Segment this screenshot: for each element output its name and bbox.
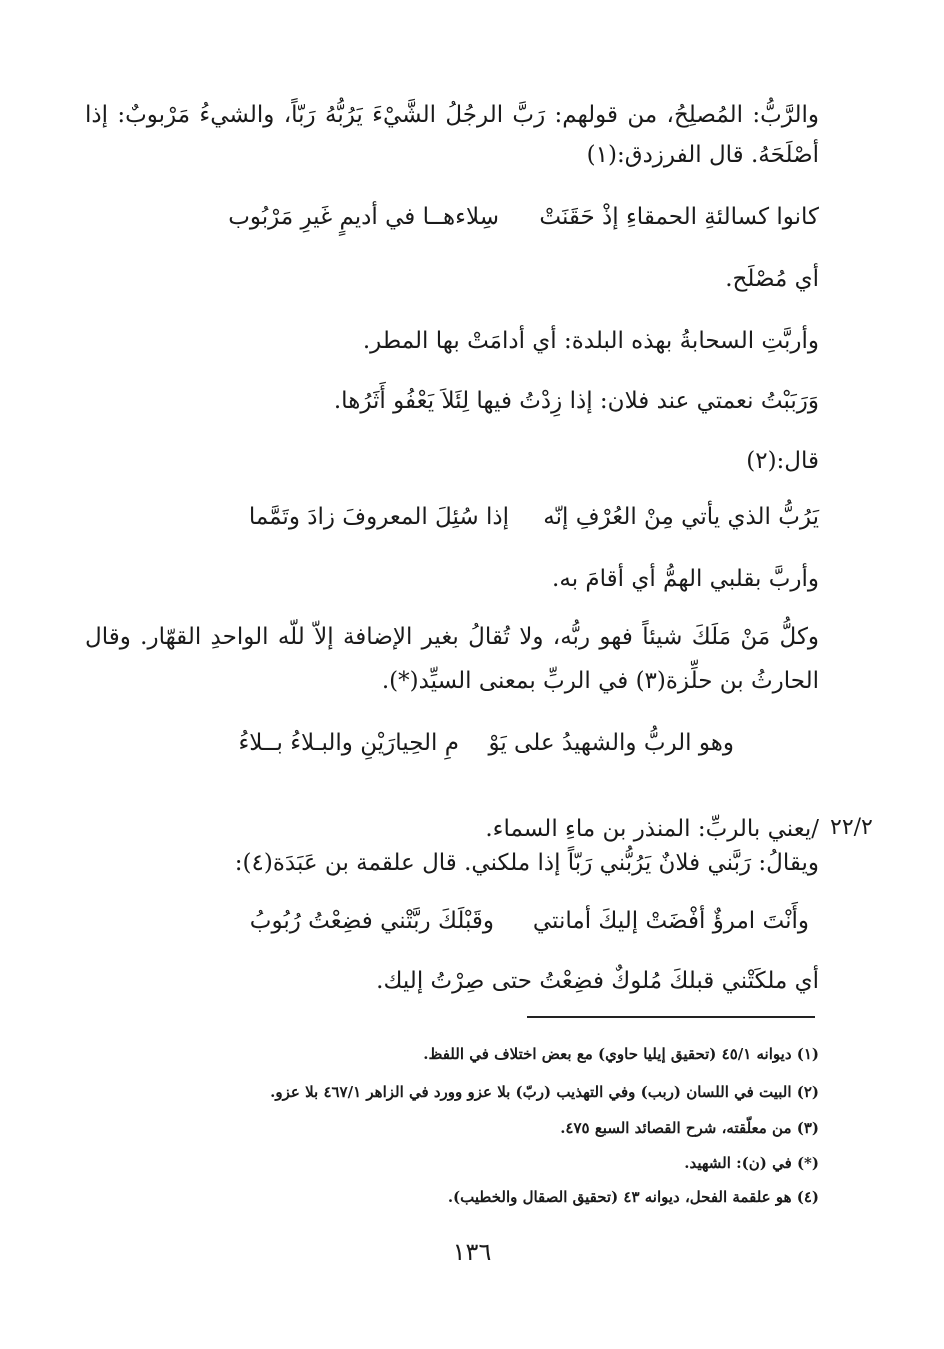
paragraph-line: أي ملكَتْني قبلكَ مُلوكٌ فضِعْتُ حتى صِرْتُ إليك. xyxy=(376,968,819,994)
verse-hemistich-left: مِ الحِيارَيْنِ والبـلاءُ بــلاءُ xyxy=(238,730,459,756)
verse-hemistich-right: وهو الربُّ والشهيدُ على يَوْ xyxy=(488,730,734,756)
paragraph-line: وأربَّ بقلبي الهمُّ أي أقامَ به. xyxy=(552,566,819,592)
verse-hemistich-right: يَرُبُّ الذي يأتي مِنْ العُرْفِ إنّه xyxy=(543,504,819,530)
marginal-reference: ٢٢/٢ xyxy=(830,815,873,840)
verse-hemistich-right: كانوا كسالئةِ الحمقاءِ إذْ حَقَنَتْ xyxy=(539,204,819,230)
paragraph-line: قال:(٢) xyxy=(746,448,819,474)
paragraph-line: وأربَّتِ السحابةُ بهذه البلدة: أي أدامَتْ بها المطر. xyxy=(362,328,819,354)
footnote: (٣) من معلّقته، شرح القصائد السبع ٤٧٥. xyxy=(560,1119,819,1137)
verse-hemistich-left: وقَبْلَكَ ربَّتْني فضِعْتُ رُبُوبُ xyxy=(249,908,494,934)
page-number: ١٣٦ xyxy=(452,1238,492,1266)
footnote: (١) ديوانه ٤٥/١ (تحقيق إيليا حاوي) مع بعض اختلاف في اللفظ. xyxy=(423,1045,819,1063)
paragraph-line: أي مُصْلَح. xyxy=(725,266,819,292)
footnote: (٢) البيت في اللسان (ربب) وفي التهذيب (ربّ) بلا عزو وورد في الزاهر ٤٦٧/١ بلا عزو. xyxy=(270,1083,819,1101)
verse-hemistich-right: وأَنْتَ امرؤٌ أفْضَتْ إليكَ أمانتي xyxy=(532,908,809,934)
paragraph-line: الحارثُ بن حلِّزة(٣) في الربِّ بمعنى السيِّد(*). xyxy=(381,668,819,694)
paragraph-line: وَرَبَبْتُ نعمتي عند فلان: إذا زِدْتُ فيها لِئَلاَ يَعْفُو أَثَرُها. xyxy=(333,388,819,414)
paragraph-line: /يعني بالربِّ: المنذر بن ماءِ السماء. xyxy=(485,816,819,842)
footnote: (*) في (ن): الشهيد. xyxy=(684,1154,819,1172)
footnote: (٤) هو علقمة الفحل، ديوانه ٤٣ (تحقيق الصقال والخطيب). xyxy=(447,1188,819,1206)
verse-hemistich-left: إذا سُئِلَ المعروفَ زادَ وتَمَّما xyxy=(248,504,509,530)
paragraph-line: وكلُّ مَنْ مَلَكَ شيئاً فهو ربُّه، ولا تُقالُ بغير الإضافة إلاّ للّه الواحدِ القهّار. وقال xyxy=(85,624,819,650)
paragraph-line: ويقالُ: رَبَّني فلانٌ يَرُبُّني رَبّاً إذا ملكني. قال علقمة بن عَبَدَة(٤): xyxy=(234,850,819,876)
verse-hemistich-left: سِلاءهــا في أديمٍ غَيرِ مَرْبُوب xyxy=(228,204,499,230)
footnote-separator xyxy=(527,1016,815,1018)
paragraph-line: أصْلَحَهُ. قال الفرزدق:(١) xyxy=(586,142,819,168)
paragraph-line: والرَّبُّ: المُصلِحُ، من قولهم: رَبَّ الرجُلُ الشَّيْءَ يَرُبُّهُ رَبّاً، والشيءُ مَرْبوبٌ: إذا xyxy=(85,102,819,128)
